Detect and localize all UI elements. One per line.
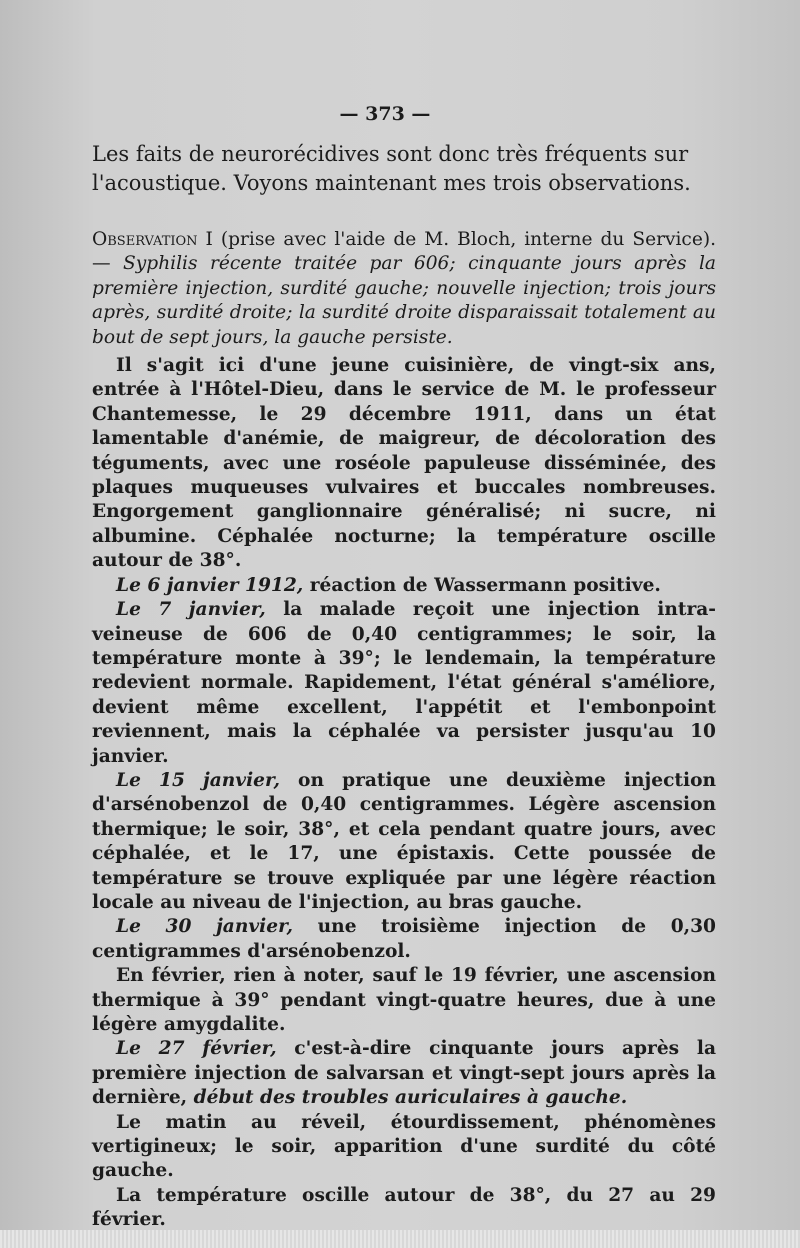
intro-line-1: Les faits de neurorécidives sont donc très fréquents sur (92, 142, 689, 166)
paragraph-lead: Le 7 janvier, (116, 599, 266, 621)
paragraph (92, 574, 716, 598)
paragraph-text: la malade reçoit une injection intra-veineuse de 606 de 0,40 centigrammes; le soir, la température monte à 39°; le lendemain, la température redevient normale. Rapidement, l'état général s'améliore, devient même excellent, l'appétit et l'embonpoint reviennent, mais la céphalée va persister jusqu'au 10 janvier. (92, 599, 717, 767)
paragraph (92, 1184, 716, 1233)
paragraph (92, 598, 716, 769)
paragraph (92, 769, 716, 915)
observation-block (92, 228, 716, 1248)
intro-line-2: l'acoustique. Voyons maintenant mes trois observations. (92, 171, 691, 195)
paragraph (92, 354, 716, 574)
intro-block (92, 140, 716, 198)
page-edge (0, 1230, 800, 1248)
paragraph-text: En février, rien à noter, sauf le 19 février, une ascension thermique à 39° pendant vingt-quatre heures, due à une légère amygdalite. (92, 965, 716, 1035)
paragraph-text: on pratique une deuxième injection d'arsénobenzol de 0,40 centigrammes. Légère ascension thermique; le soir, 38°, et cela pendant quatre jours, avec céphalée, et le 17, une épistaxis. Cette poussée de température se trouve expliquée par une légère réaction locale au niveau de l'injection, au bras gauche. (92, 769, 716, 913)
paragraph-text: La température oscille autour de 38°, du 27 au 29 février. (92, 1184, 716, 1231)
paragraph (92, 1037, 716, 1110)
paragraph-lead: Le 27 février, (116, 1038, 277, 1060)
paragraph-lead: Le 15 janvier, (116, 769, 280, 791)
paragraph (92, 964, 716, 1037)
paragraph (92, 915, 716, 964)
paragraph (92, 1111, 716, 1184)
paragraph-text: une troisième injection de 0,30 centigrammes d'arsénobenzol. (92, 916, 716, 962)
paragraph-tail: début des troubles auriculaires à gauche. (193, 1087, 628, 1109)
observation-summary: Syphilis récente traitée par 606; cinquante jours après la première injection, surdité gauche; nouvelle injection; trois jours après, surdité droite; la surdité droite disparaissait totalement au bout de sept jours, la gauche persiste. (92, 253, 716, 348)
paragraph-text: Il s'agit ici d'une jeune cuisinière, de vingt-six ans, entrée à l'Hôtel-Dieu, dans le service de M. le professeur Chantemesse, le 29 décembre 1911, dans un état lamentable d'anémie, de maigreur, de décoloration des téguments, avec une roséole papuleuse disséminée, des plaques muqueuses vulvaires et buccales nombreuses. Engorgement ganglionnaire généralisé; ni sucre, ni albumine. Céphalée nocturne; la température oscille autour de 38°. (92, 355, 716, 572)
observation-title: Observation I (92, 229, 213, 250)
paragraph-lead: Le 30 janvier, (116, 916, 293, 938)
observation-header (92, 228, 716, 350)
page-number: — 373 — (339, 103, 431, 125)
paragraph-lead: Le 6 janvier 1912, (116, 574, 304, 596)
observation-heading-rest: (prise avec l'aide de M. Bloch, interne du Service). — (92, 229, 717, 275)
paragraph-text: c'est-à-dire cinquante jours après la première injection de salvarsan et vingt-sept jours après la dernière, (92, 1038, 717, 1109)
paragraph-text: Le matin au réveil, étourdissement, phénomènes vertigineux; le soir, apparition d'une surdité du côté gauche. (92, 1111, 716, 1182)
paragraph-text: réaction de Wassermann positive. (303, 574, 661, 596)
